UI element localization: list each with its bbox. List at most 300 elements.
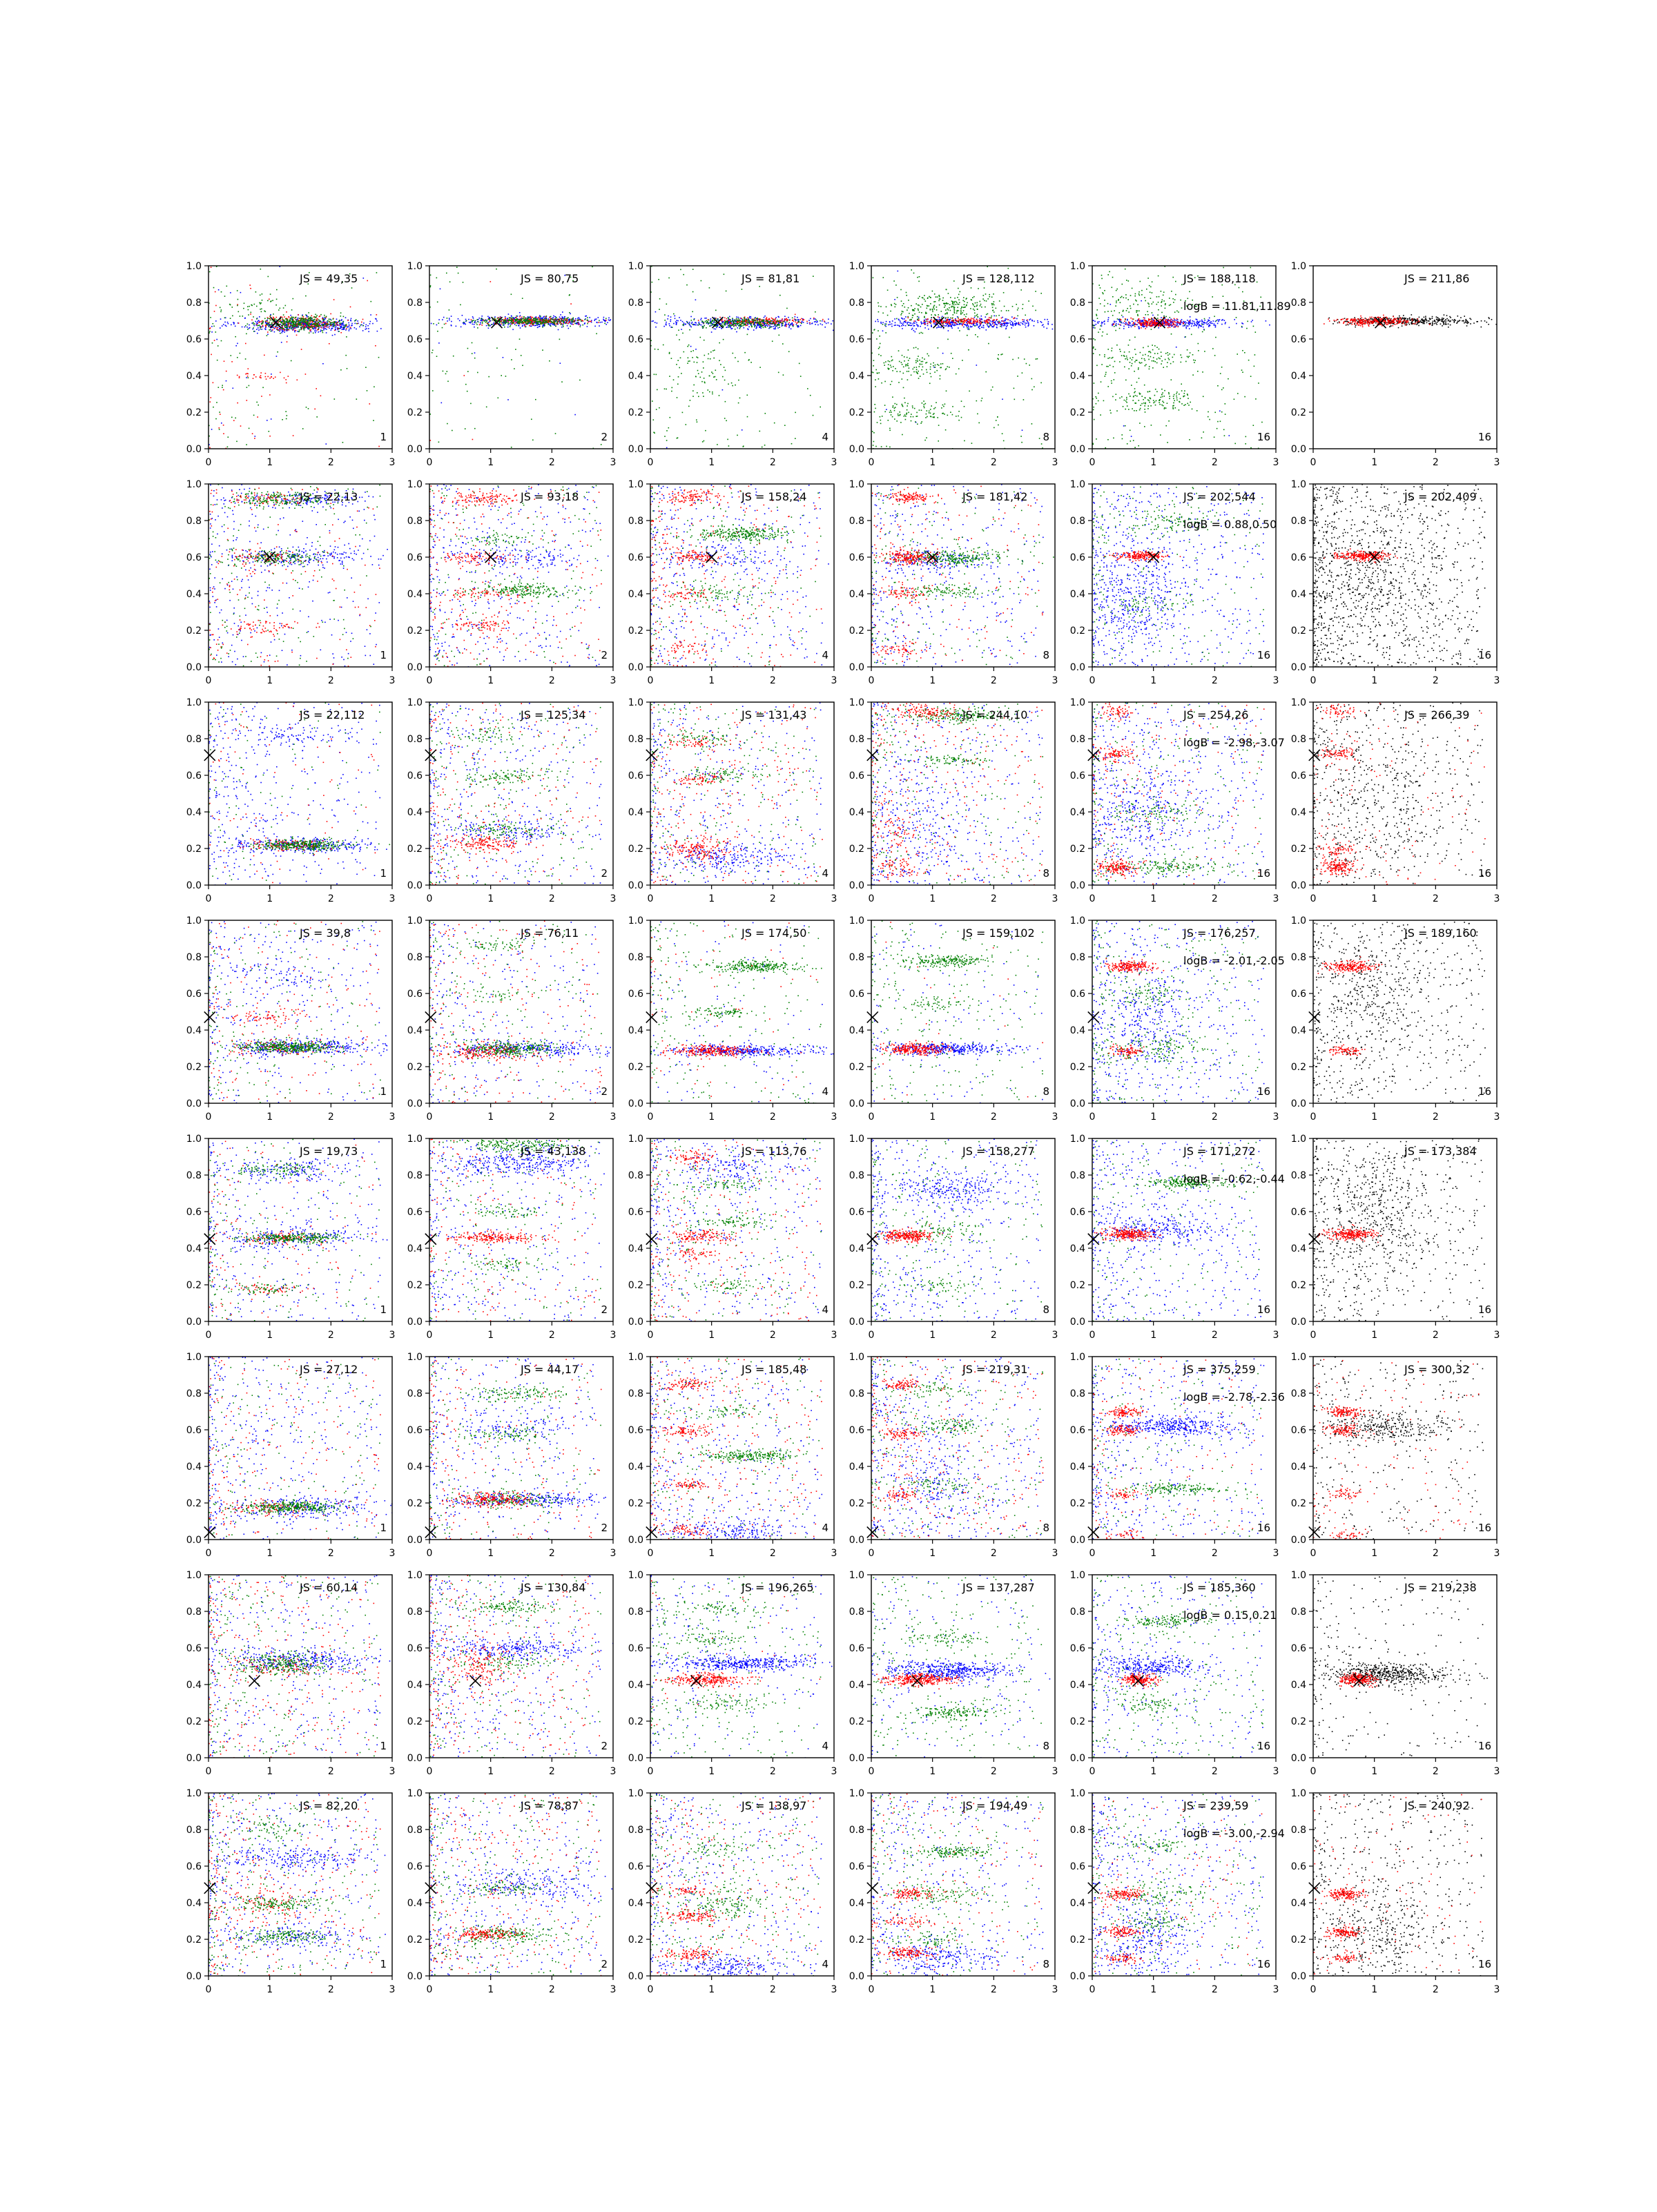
data-point [256, 322, 258, 324]
data-point [938, 327, 939, 328]
data-point [342, 321, 344, 322]
data-point [354, 320, 356, 322]
data-point [487, 316, 489, 318]
data-point [551, 323, 552, 324]
data-point [727, 321, 728, 322]
data-point [721, 320, 723, 322]
data-point [488, 324, 490, 326]
data-point [579, 324, 580, 326]
data-point [744, 327, 745, 329]
data-point [759, 327, 761, 328]
data-point [758, 323, 759, 324]
data-point [950, 325, 951, 327]
data-point [339, 320, 340, 321]
data-point [892, 396, 893, 398]
data-point [931, 317, 932, 318]
data-point [1026, 323, 1027, 324]
data-point [590, 321, 592, 322]
data-point [519, 320, 520, 321]
data-point [378, 446, 380, 447]
data-point [341, 326, 342, 327]
data-point [1016, 318, 1018, 320]
data-point [994, 304, 995, 306]
data-point [577, 319, 579, 320]
data-point [318, 331, 319, 333]
data-point [247, 306, 249, 307]
data-point [939, 296, 940, 298]
data-point [1043, 327, 1045, 328]
data-point [1011, 327, 1012, 329]
data-point [262, 300, 263, 301]
data-point [336, 324, 338, 325]
data-point [303, 316, 304, 318]
data-point [519, 325, 520, 327]
data-point [476, 322, 477, 324]
y-tick-label: 0.6 [628, 334, 643, 345]
data-point [886, 409, 887, 410]
data-point [541, 322, 543, 323]
data-point [293, 317, 294, 318]
data-point [318, 328, 320, 329]
data-point [482, 322, 483, 324]
data-point [896, 371, 898, 372]
data-point [277, 351, 278, 353]
data-point [802, 321, 803, 322]
data-point [536, 324, 538, 325]
data-point [472, 320, 474, 322]
data-point [489, 320, 490, 322]
data-point [907, 413, 908, 414]
data-point [746, 322, 748, 324]
data-point [442, 319, 443, 320]
data-point [282, 419, 283, 420]
data-point [974, 316, 976, 317]
data-point [430, 440, 432, 441]
data-point [560, 322, 561, 324]
data-point [671, 391, 672, 392]
data-point [269, 431, 270, 432]
data-point [351, 318, 352, 320]
data-point [903, 373, 904, 374]
data-point [542, 349, 543, 351]
data-point [1027, 320, 1028, 321]
data-point [319, 316, 320, 318]
data-point [741, 324, 742, 326]
data-point [481, 320, 482, 321]
data-point [880, 306, 882, 307]
y-tick-label: 1.0 [849, 261, 864, 272]
data-point [605, 318, 607, 320]
data-point [932, 291, 933, 292]
data-point [530, 326, 532, 327]
data-point [1022, 429, 1023, 431]
data-point [822, 324, 823, 326]
data-point [242, 316, 244, 317]
data-point [655, 349, 656, 350]
data-point [784, 319, 786, 320]
data-point [992, 307, 994, 309]
data-point [506, 322, 507, 324]
data-point [528, 317, 530, 318]
data-point [246, 333, 247, 335]
data-point [530, 316, 532, 318]
data-point [957, 307, 958, 309]
data-point [930, 413, 931, 414]
data-point [933, 323, 935, 324]
data-point [1251, 321, 1252, 322]
data-point [978, 288, 979, 289]
data-point [260, 326, 261, 327]
data-point [314, 316, 316, 318]
data-point [449, 318, 450, 319]
data-point [515, 349, 516, 350]
data-point [302, 428, 304, 429]
data-point [548, 324, 549, 325]
data-point [759, 431, 761, 432]
data-point [470, 322, 472, 324]
data-point [265, 326, 267, 327]
data-point [919, 296, 920, 298]
data-point [731, 382, 733, 384]
data-point [917, 319, 918, 320]
data-point [558, 319, 559, 320]
data-point [524, 326, 525, 327]
data-point [304, 322, 306, 323]
data-point [831, 323, 832, 324]
data-point [963, 297, 965, 298]
data-point [511, 359, 512, 360]
data-point [1034, 325, 1035, 327]
data-point [510, 323, 511, 324]
data-point [913, 273, 915, 274]
data-point [715, 310, 717, 311]
data-point [728, 318, 730, 320]
data-point [574, 323, 576, 324]
data-point [318, 327, 320, 329]
data-point [923, 400, 924, 402]
data-point [343, 327, 345, 329]
data-point [1029, 365, 1030, 366]
data-point [544, 325, 545, 327]
data-point [982, 322, 983, 323]
data-point [267, 317, 269, 318]
data-point [1134, 322, 1136, 324]
data-point [875, 446, 877, 447]
data-point [322, 324, 324, 325]
data-point [991, 321, 993, 322]
data-point [284, 322, 285, 324]
data-point [289, 327, 291, 328]
data-point [777, 327, 779, 329]
data-point [673, 379, 675, 380]
data-point [779, 325, 780, 327]
data-point [692, 324, 694, 325]
data-point [946, 289, 947, 291]
data-point [750, 362, 752, 363]
data-point [269, 322, 271, 323]
data-point [960, 320, 961, 321]
data-point [948, 326, 949, 327]
data-point [950, 297, 951, 298]
data-point [247, 376, 249, 377]
data-point [532, 320, 534, 321]
data-point [701, 320, 703, 322]
data-point [878, 311, 880, 313]
data-point [668, 278, 670, 279]
data-point [892, 370, 893, 371]
y-tick-label: 1.0 [407, 261, 423, 272]
x-tick-label: 3 [1052, 457, 1058, 468]
data-point [966, 320, 967, 321]
data-point [270, 318, 271, 320]
data-point [945, 313, 947, 315]
data-point [675, 318, 676, 320]
data-point [218, 289, 220, 291]
data-point [1104, 324, 1105, 325]
data-point [815, 324, 816, 325]
data-point [276, 317, 278, 318]
data-point [703, 396, 704, 397]
data-point [663, 326, 665, 327]
data-point [996, 327, 998, 329]
data-point [930, 297, 931, 298]
data-point [942, 321, 943, 322]
data-point [313, 316, 315, 318]
data-point [560, 314, 561, 316]
data-point [456, 266, 458, 268]
data-point [742, 323, 743, 324]
data-point [523, 320, 525, 321]
data-point [541, 324, 543, 325]
data-point [594, 319, 596, 320]
data-point [918, 304, 919, 306]
data-point [979, 322, 980, 324]
data-point [221, 291, 222, 293]
data-point [306, 407, 307, 408]
data-point [962, 324, 964, 325]
data-point [949, 323, 950, 324]
data-point [715, 376, 716, 378]
data-point [511, 316, 512, 317]
data-point [655, 311, 657, 313]
data-point [733, 322, 735, 324]
data-point [771, 318, 773, 319]
data-point [341, 320, 342, 322]
data-point [436, 356, 438, 357]
data-point [710, 325, 712, 327]
data-point [1013, 324, 1014, 325]
data-point [305, 314, 307, 316]
data-point [447, 381, 449, 382]
data-point [316, 323, 318, 324]
data-point [768, 319, 769, 320]
data-point [1024, 358, 1025, 360]
data-point [798, 321, 800, 322]
data-point [550, 326, 552, 327]
data-point [786, 318, 787, 320]
data-point [671, 358, 672, 359]
data-point [347, 368, 348, 369]
data-point [294, 328, 295, 329]
data-point [653, 419, 655, 420]
data-point [1006, 319, 1007, 320]
data-point [213, 382, 214, 384]
data-point [723, 339, 724, 340]
data-point [887, 368, 889, 369]
y-tick-label: 1.0 [186, 261, 202, 272]
data-point [933, 307, 934, 309]
data-point [290, 315, 291, 316]
data-point [347, 320, 349, 321]
data-point [286, 418, 287, 420]
data-point [891, 411, 892, 413]
data-point [220, 307, 221, 309]
data-point [956, 416, 957, 417]
data-point [1009, 322, 1011, 324]
data-point [485, 320, 486, 321]
data-point [755, 320, 756, 321]
data-point [467, 348, 469, 349]
data-point [968, 322, 969, 323]
data-point [826, 323, 827, 324]
data-point [813, 415, 814, 416]
data-point [971, 318, 972, 319]
data-point [980, 318, 981, 320]
data-point [366, 324, 367, 326]
data-point [928, 356, 929, 357]
data-point [774, 319, 775, 320]
data-point [938, 440, 939, 442]
data-point [922, 298, 924, 299]
data-point [261, 396, 262, 397]
data-point [447, 423, 448, 425]
data-point [809, 324, 811, 325]
data-point [227, 447, 229, 448]
data-point [510, 320, 512, 321]
data-point [258, 322, 260, 323]
data-point [972, 297, 973, 298]
data-point [816, 320, 817, 321]
data-point [311, 325, 312, 327]
data-point [273, 313, 274, 315]
data-point [1025, 324, 1026, 326]
data-point [505, 320, 506, 321]
data-point [1014, 317, 1016, 318]
data-point [955, 324, 956, 326]
data-point [775, 328, 776, 329]
data-point [331, 329, 332, 331]
data-point [815, 318, 816, 320]
data-point [771, 320, 772, 322]
data-point [916, 367, 918, 368]
data-point [549, 317, 550, 318]
data-point [913, 309, 915, 311]
data-point [509, 320, 510, 321]
data-point [682, 333, 684, 334]
data-point [572, 318, 573, 320]
data-point [972, 303, 973, 304]
data-point [964, 301, 965, 302]
data-point [914, 308, 915, 309]
data-point [477, 372, 478, 373]
data-point [967, 302, 968, 304]
data-point [875, 379, 876, 380]
data-point [800, 322, 802, 323]
data-point [930, 309, 931, 310]
data-point [891, 324, 893, 325]
data-point [582, 324, 583, 326]
data-point [272, 300, 273, 302]
data-point [993, 293, 994, 295]
data-point [915, 331, 916, 333]
data-point [514, 368, 515, 369]
data-point [551, 321, 552, 322]
data-point [899, 411, 900, 413]
data-point [888, 360, 889, 362]
data-point [601, 322, 603, 323]
data-point [751, 326, 753, 327]
data-point [904, 398, 905, 399]
data-point [474, 358, 476, 359]
data-point [944, 325, 946, 327]
data-point [257, 321, 258, 322]
data-point [995, 321, 996, 322]
data-point [944, 307, 945, 308]
data-point [220, 311, 222, 313]
data-point [902, 434, 903, 436]
data-point [320, 321, 322, 322]
data-point [561, 324, 562, 325]
data-point [901, 318, 902, 319]
data-point [540, 316, 541, 317]
data-point [800, 325, 802, 327]
data-point [265, 376, 267, 378]
data-point [797, 317, 798, 318]
data-point [432, 352, 433, 353]
data-point [529, 321, 530, 322]
data-point [472, 324, 474, 325]
data-point [931, 314, 932, 316]
data-point [680, 320, 681, 321]
data-point [260, 309, 261, 310]
data-point [275, 327, 277, 329]
data-point [920, 322, 922, 323]
data-point [254, 438, 255, 439]
data-point [936, 296, 937, 298]
data-point [271, 324, 273, 325]
data-point [1005, 325, 1006, 327]
data-point [721, 324, 723, 326]
data-point [298, 318, 299, 319]
data-point [245, 373, 246, 375]
data-point [666, 322, 667, 323]
data-point [933, 414, 934, 415]
data-point [233, 420, 235, 421]
data-point [996, 319, 998, 320]
data-point [267, 334, 269, 336]
data-point [504, 321, 505, 322]
data-point [260, 321, 262, 322]
data-point [316, 416, 318, 418]
data-point [313, 323, 314, 324]
data-point [744, 318, 746, 319]
data-point [309, 318, 311, 319]
data-point [320, 325, 321, 327]
data-point [887, 315, 889, 316]
data-point [1020, 322, 1022, 324]
data-point [680, 358, 681, 359]
data-point [726, 327, 727, 328]
